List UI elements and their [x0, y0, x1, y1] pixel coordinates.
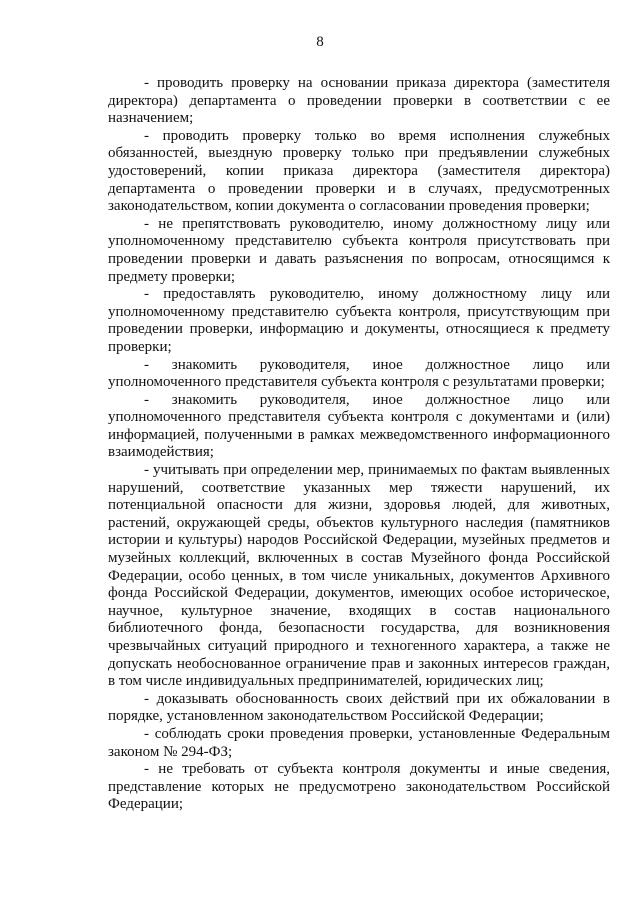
- paragraph: - учитывать при определении мер, принимаемых по фактам выявленных нарушений, соответствие указанных мер тяжести нарушений, их потенциальной опасности для жизни, здоровья людей, для животных, растений, окружающей среды, объектов культурного наследия (памятников истории и культуры) народов Российской Федерации, музейных предметов и музейных коллекций, включенных в состав Музейного фонда Российской Федерации, особо ценных, в том числе уникальных, документов Архивного фонда Российской Федерации, документов, имеющих особое историческое, научное, культурное значение, входящих в состав национального библиотечного фонда, безопасности государства, для возникновения чрезвычайных ситуаций природного и техногенного характера, а также не допускать необоснованное ограничение прав и законных интересов граждан, в том числе индивидуальных предпринимателей, юридических лиц;: [108, 462, 610, 690]
- paragraph: - предоставлять руководителю, иному должностному лицу или уполномоченному представителю субъекта контроля, присутствующим при проведении проверки, информацию и документы, относящиеся к предмету проверки;: [108, 286, 610, 355]
- paragraph: - не препятствовать руководителю, иному должностному лицу или уполномоченному представителю субъекта контроля присутствовать при проведении проверки и давать разъяснения по вопросам, относящимся к предмету проверки;: [108, 215, 610, 285]
- paragraph: - проводить проверку только во время исполнения служебных обязанностей, выездную проверку только при предъявлении служебных удостоверений, копии приказа директора (заместителя директора) департамента о проведении проверки и в случаях, предусмотренных законодательством, копии документа о согласовании проведения проверки;: [108, 127, 610, 215]
- document-body: [108, 75, 610, 814]
- paragraph: - не требовать от субъекта контроля документы и иные сведения, представление которых не предусмотрено законодательством Российской Федерации;: [108, 761, 610, 813]
- paragraph: - доказывать обоснованность своих действий при их обжаловании в порядке, установленном законодательством Российской Федерации;: [108, 690, 610, 725]
- page-number: 8: [316, 34, 324, 50]
- paragraph: - проводить проверку на основании приказа директора (заместителя директора) департамента о проведении проверки в соответствии с ее назначением;: [108, 75, 610, 127]
- paragraph: - соблюдать сроки проведения проверки, установленные Федеральным законом № 294-ФЗ;: [108, 725, 610, 760]
- paragraph: - знакомить руководителя, иное должностное лицо или уполномоченного представителя субъекта контроля с результатами проверки;: [108, 356, 610, 391]
- paragraph: - знакомить руководителя, иное должностное лицо или уполномоченного представителя субъекта контроля с документами и (или) информацией, полученными в рамках межведомственного информационного взаимодействия;: [108, 391, 610, 461]
